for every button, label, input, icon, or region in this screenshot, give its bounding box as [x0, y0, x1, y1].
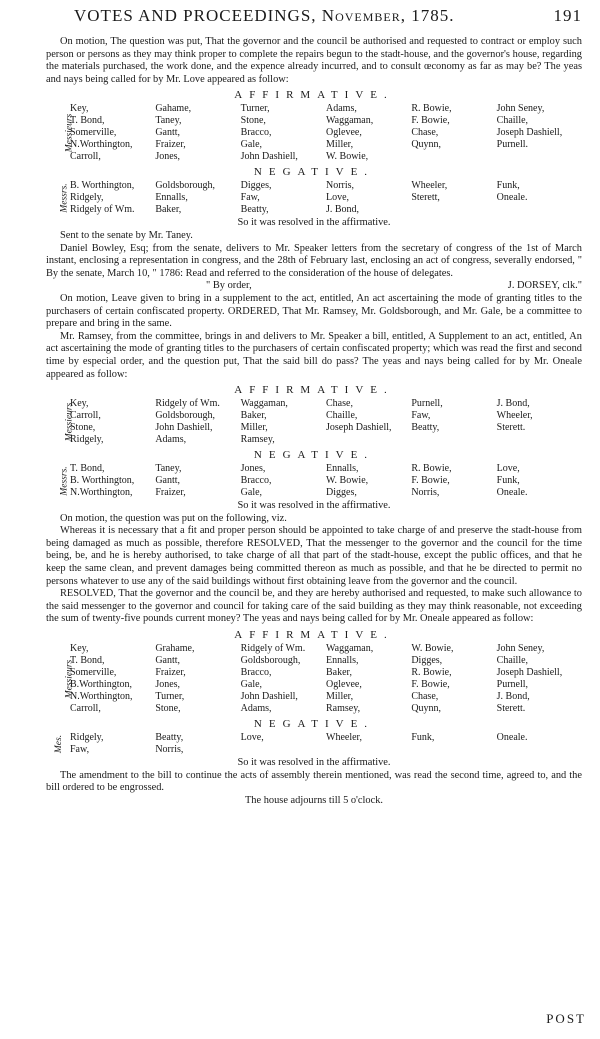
member-name: John Dashiell, [240, 691, 298, 703]
member-name [497, 744, 582, 756]
centered-line: So it was resolved in the affirmative. [237, 217, 391, 229]
paragraph: On motion, The question was put, That the governor and the council be authorised and requested to contract or employ such person or persons as they may think proper to complete the repairs begun to the stadt-house, and the governor's house, regarding the materials purchased, the work done, and the expence already incurred, and to consult œconomy as far as may be? The yeas and nays being called for by Mr. Love appeared as follow: [46, 36, 582, 85]
member-name: Sterett. [496, 703, 526, 715]
member-name: Gantt, [155, 655, 181, 667]
vote-names [70, 103, 582, 163]
signature-clerk: J. DORSEY, clk." [507, 280, 582, 292]
member-name: Chaille, [496, 655, 529, 667]
member-name: Jones, [155, 679, 181, 691]
member-name: Ramsey, [240, 434, 275, 446]
member-name: Baker, [326, 667, 352, 679]
member-name: Gale, [240, 487, 263, 499]
member-name: N.Worthington, [70, 691, 133, 703]
vote-block [46, 643, 582, 715]
member-name: Jones, [240, 463, 266, 475]
centered-line: So it was resolved in the affirmative. [237, 757, 391, 769]
centered-line: The house adjourns till 5 o'clock. [244, 794, 384, 806]
member-name [326, 434, 411, 446]
member-name: Bracco, [240, 475, 272, 487]
member-name: Gantt, [155, 475, 181, 487]
member-name: Beatty, [240, 204, 269, 216]
member-name: John Seney, [496, 103, 545, 115]
member-name: Miller, [240, 422, 268, 434]
member-name: Carroll, [70, 703, 101, 715]
member-name: Chase, [411, 127, 439, 139]
member-name: B. Worthington, [70, 475, 135, 487]
member-name: Waggaman, [326, 643, 374, 655]
member-name [411, 744, 496, 756]
member-name: Adams, [326, 103, 357, 115]
member-name: N.Worthington, [70, 139, 133, 151]
paragraph: On motion, Leave given to bring in a supplement to the act, entitled, An act ascertaining the mode of granting titles to the purchasers of certain confiscated property. ORDERED, That Mr. Ramsey, Mr. Goldsborough, and Mr. Gale, be a committee to prepare and bring in the same. [46, 292, 582, 330]
member-name: Purnell, [496, 679, 529, 691]
member-name: Oneale. [496, 487, 528, 499]
member-name: J. Bond, [326, 204, 360, 216]
catchword: POST [546, 1011, 586, 1026]
member-name: T. Bond, [70, 463, 105, 475]
vote-block [46, 398, 582, 446]
signature-line [46, 280, 582, 293]
vote-names [70, 732, 582, 756]
vote-heading: AFFIRMATIVE. [234, 629, 394, 642]
member-name: T. Bond, [70, 655, 105, 667]
member-name: J. Bond, [496, 691, 530, 703]
member-name: R. Bowie, [411, 667, 452, 679]
member-name: Quynn, [411, 703, 442, 715]
member-name [411, 434, 496, 446]
vote-names [70, 643, 582, 715]
member-name: Carroll, [70, 410, 101, 422]
member-name: J. Bond, [496, 398, 530, 410]
paragraph: The amendment to the bill to continue the acts of assembly therein mentioned, was read the second time, agreed to, and the bill ordered to be engrossed. [46, 769, 582, 794]
vote-block [46, 180, 582, 216]
member-name [497, 434, 582, 446]
member-name: Miller, [326, 139, 354, 151]
paragraph: Mr. Ramsey, from the committee, brings in and delivers to Mr. Speaker a bill, entitled, A Supplement to an act, entitled, An act ascertaining the mode of granting titles to the purchasers of certain confiscated property; which was read the first and second time by especial order, and the question put, That the said bill do pass? The yeas and nays being called for by Mr. Oneale appeared as follow: [46, 330, 582, 380]
member-name: Joseph Dashiell, [496, 127, 563, 139]
member-name: Beatty, [411, 422, 440, 434]
member-name: R. Bowie, [411, 103, 452, 115]
member-name: Gahame, [155, 103, 192, 115]
member-name: Wheeler, [411, 180, 448, 192]
paragraph: Sent to the senate by Mr. Taney. [60, 229, 193, 241]
member-name: Beatty, [155, 732, 184, 744]
vote-heading: NEGATIVE. [253, 449, 375, 462]
member-name: Oneale. [496, 192, 528, 204]
member-name [497, 151, 582, 163]
member-name: Somerville, [70, 127, 117, 139]
member-name: Ennalls, [326, 655, 359, 667]
member-name: Sterett. [496, 422, 526, 434]
member-name: Key, [70, 398, 89, 410]
paragraph: Daniel Bowley, Esq; from the senate, delivers to Mr. Speaker letters from the secretary of congress of the 1st of March instant, enclosing a representation in congress, and the 28th of February last, enclosing an act of congress, severally endorsed, " By the senate, March 10, " 1786: Read and referred to the consideration of the house of delegates. [46, 242, 582, 279]
member-name: Ridgely, [70, 732, 104, 744]
member-name: Waggaman, [326, 115, 374, 127]
vote-side-label: Messrs. [59, 466, 70, 496]
member-name: John Dashiell, [155, 422, 213, 434]
member-name: F. Bowie, [411, 115, 450, 127]
member-name: Ramsey, [326, 703, 361, 715]
member-name: Bracco, [240, 127, 272, 139]
member-name: Fraizer, [155, 487, 186, 499]
member-name: Ridgely of Wm. [70, 204, 135, 216]
member-name: Somerville, [70, 667, 117, 679]
member-name: Ridgely, [70, 192, 104, 204]
paragraph: On motion, the question was put on the following, viz. [60, 512, 287, 524]
member-name [326, 744, 411, 756]
member-name: Quynn, [411, 139, 442, 151]
member-name: Jones, [155, 151, 181, 163]
member-name: Chaille, [496, 115, 529, 127]
member-name: Purnell. [496, 139, 529, 151]
member-name: Goldsborough, [155, 410, 216, 422]
member-name: F. Bowie, [411, 679, 450, 691]
member-name: Sterett, [411, 192, 440, 204]
member-name: Wheeler, [496, 410, 533, 422]
member-name: Stone, [155, 703, 181, 715]
member-name: Love, [240, 732, 264, 744]
member-name: Oneale. [496, 732, 528, 744]
member-name: W. Bowie, [326, 475, 369, 487]
member-name: Adams, [155, 434, 187, 446]
member-name: Joseph Dashiell, [326, 422, 392, 434]
member-name: Digges, [240, 180, 272, 192]
vote-side-label: Messieurs [64, 402, 75, 442]
member-name: R. Bowie, [411, 463, 452, 475]
member-name: Faw, [240, 192, 260, 204]
vote-side-label: Messrs. [59, 183, 70, 214]
member-name: Faw, [70, 744, 90, 756]
member-name: Love, [496, 463, 520, 475]
vote-heading: AFFIRMATIVE. [234, 89, 394, 102]
member-name: Gantt, [155, 127, 181, 139]
vote-names [70, 398, 582, 446]
member-name: Baker, [155, 204, 182, 216]
member-name: Norris, [155, 744, 184, 756]
member-name: Chase, [326, 398, 353, 410]
member-name: Fraizer, [155, 139, 186, 151]
vote-side-label: Messieurs [64, 659, 75, 699]
member-name: W. Bowie, [326, 151, 369, 163]
member-name: Grahame, [155, 643, 195, 655]
header-title: VOTES AND PROCEEDINGS, November, 1785. [74, 6, 455, 25]
member-name: Miller, [326, 691, 354, 703]
paragraph: Whereas it is necessary that a fit and proper person should be appointed to take charge of and preserve the stadt-house from being damaged as much as possible, therefore RESOLVED, That the messenger to the governor and the council for the time being, be, and he is hereby authorised, to take charge of all that part of the stadt-house, except the public offices, and that he keep the same clean, and prevent damages being committed thereon as much as possible, and that he be directed to permit no persons whatever to use any of the said buildings without first obtaining leave from the governor and the council. [46, 525, 582, 587]
vote-block [46, 463, 582, 499]
member-name: Funk, [411, 732, 435, 744]
signature-order: " By order, [206, 280, 252, 292]
vote-names [70, 180, 582, 216]
vote-heading: NEGATIVE. [253, 166, 375, 179]
member-name: Purnell, [411, 398, 443, 410]
member-name: Ridgely, [70, 434, 104, 446]
member-name [411, 151, 496, 163]
member-name: Ridgely of Wm. [155, 398, 220, 410]
member-name: Chaille, [326, 410, 358, 422]
member-name: Joseph Dashiell, [496, 667, 563, 679]
member-name: Norris, [411, 487, 440, 499]
running-header [74, 6, 582, 26]
member-name: Gale, [240, 139, 263, 151]
member-name: Stone, [240, 115, 266, 127]
vote-names [70, 463, 582, 499]
member-name: Ennalls, [326, 463, 359, 475]
member-name: Goldsborough, [240, 655, 301, 667]
vote-heading: AFFIRMATIVE. [234, 384, 394, 397]
member-name [241, 744, 326, 756]
member-name: Turner, [155, 691, 185, 703]
member-name: John Seney, [496, 643, 545, 655]
member-name: Love, [326, 192, 350, 204]
member-name: Ennalls, [155, 192, 188, 204]
member-name: Stone, [70, 422, 96, 434]
member-name: W. Bowie, [411, 643, 454, 655]
member-name: Chase, [411, 691, 439, 703]
member-name [411, 204, 496, 216]
member-name: Bracco, [240, 667, 272, 679]
vote-block [46, 732, 582, 756]
paragraph: RESOLVED, That the governor and the council be, and they are hereby authorised and requested, to make such allowance to the said messenger to the governor and council for taking care of the said building as they may think reasonable, not exceeding the sum of twenty-five pounds current money? The yeas and nays being called for by Mr. Oneale appeared as follow: [46, 588, 582, 625]
member-name: Oglevee, [326, 679, 362, 691]
member-name: Waggaman, [240, 398, 288, 410]
document-body [46, 36, 582, 807]
member-name: Gale, [240, 679, 263, 691]
member-name: F. Bowie, [411, 475, 450, 487]
member-name: T. Bond, [70, 115, 105, 127]
member-name: Carroll, [70, 151, 101, 163]
member-name: Baker, [240, 410, 267, 422]
vote-side-label: Mes. [54, 734, 65, 754]
member-name: Turner, [240, 103, 270, 115]
member-name: Fraizer, [155, 667, 186, 679]
member-name: N.Worthington, [70, 487, 133, 499]
vote-side-label: Messieurs [64, 114, 75, 153]
vote-block [46, 103, 582, 163]
member-name: John Dashiell, [240, 151, 298, 163]
member-name: Adams, [240, 703, 272, 715]
member-name: Key, [70, 103, 89, 115]
member-name: Taney, [155, 115, 182, 127]
centered-line: So it was resolved in the affirmative. [237, 500, 391, 512]
member-name: Ridgely of Wm. [240, 643, 306, 655]
member-name: Goldsborough, [155, 180, 216, 192]
member-name: Oglevee, [326, 127, 362, 139]
member-name: B. Worthington, [70, 180, 135, 192]
member-name: Funk, [496, 180, 520, 192]
page-number: 191 [553, 6, 582, 25]
member-name: Digges, [411, 655, 443, 667]
member-name: Norris, [326, 180, 355, 192]
vote-heading: NEGATIVE. [253, 718, 375, 731]
member-name: Funk, [496, 475, 520, 487]
member-name: Wheeler, [326, 732, 362, 744]
member-name: Faw, [411, 410, 431, 422]
member-name: B.Worthington, [70, 679, 132, 691]
member-name [497, 204, 582, 216]
member-name: Digges, [326, 487, 357, 499]
member-name: Key, [70, 643, 89, 655]
member-name: Taney, [155, 463, 182, 475]
